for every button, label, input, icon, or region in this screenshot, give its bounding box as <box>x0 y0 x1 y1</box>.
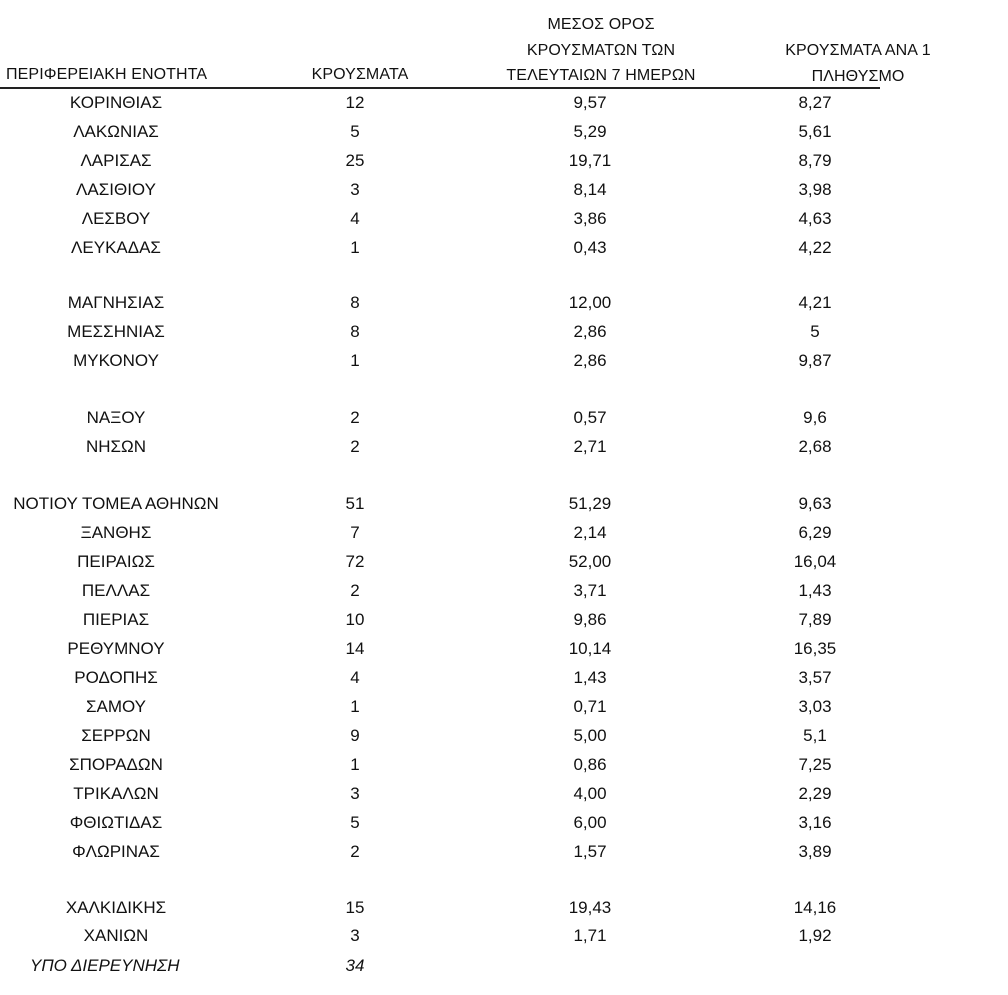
table-row <box>0 606 880 634</box>
region-name: ΧΑΛΚΙΔΙΚΗΣ <box>65 898 167 917</box>
table-row <box>0 751 880 779</box>
per-population-value: 6,29 <box>798 523 832 542</box>
region-name: ΤΡΙΚΑΛΩΝ <box>73 784 159 803</box>
per-population-value: 5,61 <box>798 122 832 141</box>
region-name: ΦΛΩΡΙΝΑΣ <box>72 842 160 861</box>
header-region: ΠΕΡΙΦΕΡΕΙΑΚΗ ΕΝΟΤΗΤΑ <box>6 66 208 83</box>
region-name: ΛΑΚΩΝΙΑΣ <box>73 122 159 141</box>
per-population-value: 3,03 <box>798 697 832 716</box>
per-population-value: 9,63 <box>798 494 832 513</box>
table-row <box>0 693 880 721</box>
avg-value: 12,00 <box>568 293 612 312</box>
table-row <box>0 318 880 346</box>
avg-value: 0,43 <box>573 238 607 257</box>
cases-value: 1 <box>350 238 360 257</box>
per-population-value: 9,87 <box>798 351 832 370</box>
table-row <box>0 922 880 950</box>
cases-value: 14 <box>345 639 365 658</box>
region-name: ΝΟΤΙΟΥ ΤΟΜΕΑ ΑΘΗΝΩΝ <box>13 494 219 513</box>
cases-value: 9 <box>350 726 360 745</box>
per-population-value: 5 <box>810 322 820 341</box>
region-name: ΛΕΣΒΟΥ <box>81 209 151 228</box>
header-avg-line: ΚΡΟΥΣΜΑΤΩΝ ΤΩΝ <box>526 41 676 59</box>
table-row <box>0 664 880 692</box>
table-row <box>0 548 880 576</box>
avg-value: 3,86 <box>573 209 607 228</box>
table-row <box>0 347 880 375</box>
table-row <box>0 234 880 262</box>
avg-value: 9,86 <box>573 610 607 629</box>
table-row <box>0 433 880 461</box>
under-investigation-label: ΥΠΟ ΔΙΕΡΕΥΝΗΣΗ <box>30 956 180 975</box>
table-row <box>0 404 880 432</box>
header-avg-line: ΜΕΣΟΣ ΟΡΟΣ <box>547 16 655 33</box>
region-name: ΧΑΝΙΩΝ <box>83 926 149 945</box>
avg-value: 2,71 <box>573 437 607 456</box>
per-population-value: 7,89 <box>798 610 832 629</box>
avg-value: 3,71 <box>573 581 607 600</box>
table-row <box>0 289 880 317</box>
avg-value: 0,71 <box>573 697 607 716</box>
region-name: ΝΑΞΟΥ <box>86 408 146 427</box>
table-row <box>0 118 880 146</box>
cases-value: 4 <box>350 668 360 687</box>
region-name: ΠΕΛΛΑΣ <box>81 581 151 600</box>
per-population-value: 8,27 <box>798 93 832 112</box>
table-row <box>0 519 880 547</box>
per-population-value: 16,35 <box>793 639 837 658</box>
avg-value: 2,86 <box>573 322 607 341</box>
region-name: ΛΑΡΙΣΑΣ <box>80 151 152 170</box>
cases-value: 10 <box>345 610 365 629</box>
region-name: ΛΑΣΙΘΙΟΥ <box>76 180 156 199</box>
region-name: ΡΟΔΟΠΗΣ <box>74 668 158 687</box>
header-per-line: ΠΛΗΘΥΣΜΟ <box>811 67 905 85</box>
avg-value: 4,00 <box>573 784 607 803</box>
cases-value: 12 <box>345 93 365 112</box>
per-population-value: 8,79 <box>798 151 832 170</box>
cases-value: 25 <box>345 151 365 170</box>
per-population-value: 2,68 <box>798 437 832 456</box>
region-name: ΣΠΟΡΑΔΩΝ <box>69 755 163 774</box>
cases-value: 5 <box>350 813 360 832</box>
per-population-value: 2,29 <box>798 784 832 803</box>
cases-value: 3 <box>350 784 360 803</box>
cases-value: 8 <box>350 293 360 312</box>
avg-value: 10,14 <box>568 639 612 658</box>
table-row <box>0 635 880 663</box>
header-avg-line: ΤΕΛΕΥΤΑΙΩΝ 7 ΗΜΕΡΩΝ <box>506 67 696 84</box>
header-avg-7-days <box>476 12 726 89</box>
avg-value: 9,57 <box>573 93 607 112</box>
region-name: ΝΗΣΩΝ <box>85 437 147 456</box>
per-population-value: 4,63 <box>798 209 832 228</box>
per-population-value: 3,89 <box>798 842 832 861</box>
cases-value: 51 <box>345 494 365 513</box>
cases-value: 72 <box>345 552 365 571</box>
cases-value: 8 <box>350 322 360 341</box>
per-population-value: 1,43 <box>798 581 832 600</box>
per-population-value: 1,92 <box>798 926 832 945</box>
region-name: ΦΘΙΩΤΙΔΑΣ <box>69 813 163 832</box>
avg-value: 6,00 <box>573 813 607 832</box>
table-row <box>0 894 880 922</box>
table-row <box>0 205 880 233</box>
cases-value: 7 <box>350 523 360 542</box>
region-name: ΠΙΕΡΙΑΣ <box>82 610 150 629</box>
region-name: ΜΥΚΟΝΟΥ <box>73 351 159 370</box>
per-population-value: 4,22 <box>798 238 832 257</box>
under-investigation-cases: 34 <box>345 956 365 975</box>
cases-value: 2 <box>350 581 360 600</box>
avg-value: 2,14 <box>573 523 607 542</box>
cases-value: 2 <box>350 408 360 427</box>
per-population-value: 5,1 <box>803 726 827 745</box>
per-population-value: 3,16 <box>798 813 832 832</box>
avg-value: 52,00 <box>568 552 612 571</box>
avg-value: 5,00 <box>573 726 607 745</box>
avg-value: 0,86 <box>573 755 607 774</box>
table-row <box>0 577 880 605</box>
region-name: ΜΑΓΝΗΣΙΑΣ <box>67 293 165 312</box>
cases-value: 5 <box>350 122 360 141</box>
avg-value: 0,57 <box>573 408 607 427</box>
avg-value: 2,86 <box>573 351 607 370</box>
table-row <box>0 490 880 518</box>
avg-value: 19,71 <box>568 151 612 170</box>
header-per-line: ΚΡΟΥΣΜΑΤΑ ΑΝΑ 1 <box>785 42 931 59</box>
cases-value: 15 <box>345 898 365 917</box>
cases-value: 3 <box>350 180 360 199</box>
table-row <box>0 147 880 175</box>
region-name: ΛΕΥΚΑΔΑΣ <box>71 238 161 257</box>
region-name: ΣΑΜΟΥ <box>85 697 147 716</box>
table-row <box>0 722 880 750</box>
region-name: ΠΕΙΡΑΙΩΣ <box>77 552 155 571</box>
cases-value: 3 <box>350 926 360 945</box>
per-population-value: 4,21 <box>798 293 832 312</box>
avg-value: 1,43 <box>573 668 607 687</box>
avg-value: 1,57 <box>573 842 607 861</box>
region-name: ΡΕΘΥΜΝΟΥ <box>67 639 165 658</box>
cases-value: 2 <box>350 842 360 861</box>
avg-value: 1,71 <box>573 926 607 945</box>
per-population-value: 14,16 <box>793 898 837 917</box>
avg-value: 8,14 <box>573 180 607 199</box>
region-name: ΚΟΡΙΝΘΙΑΣ <box>69 93 163 112</box>
region-name: ΞΑΝΘΗΣ <box>80 523 152 542</box>
table-row <box>0 780 880 808</box>
per-population-value: 9,6 <box>803 408 827 427</box>
cases-value: 1 <box>350 755 360 774</box>
header-cases: ΚΡΟΥΣΜΑΤΑ <box>311 66 409 83</box>
cases-value: 1 <box>350 697 360 716</box>
region-name: ΣΕΡΡΩΝ <box>81 726 151 745</box>
table-row <box>0 176 880 204</box>
table-row <box>0 838 880 866</box>
cases-value: 4 <box>350 209 360 228</box>
per-population-value: 7,25 <box>798 755 832 774</box>
region-name: ΜΕΣΣΗΝΙΑΣ <box>67 322 165 341</box>
header-cases-per-population <box>708 38 1008 89</box>
avg-value: 51,29 <box>568 494 612 513</box>
per-population-value: 16,04 <box>793 552 837 571</box>
per-population-value: 3,57 <box>798 668 832 687</box>
table-row <box>0 809 880 837</box>
cases-value: 2 <box>350 437 360 456</box>
avg-value: 19,43 <box>568 898 612 917</box>
table-row <box>0 89 880 117</box>
avg-value: 5,29 <box>573 122 607 141</box>
cases-value: 1 <box>350 351 360 370</box>
per-population-value: 3,98 <box>798 180 832 199</box>
